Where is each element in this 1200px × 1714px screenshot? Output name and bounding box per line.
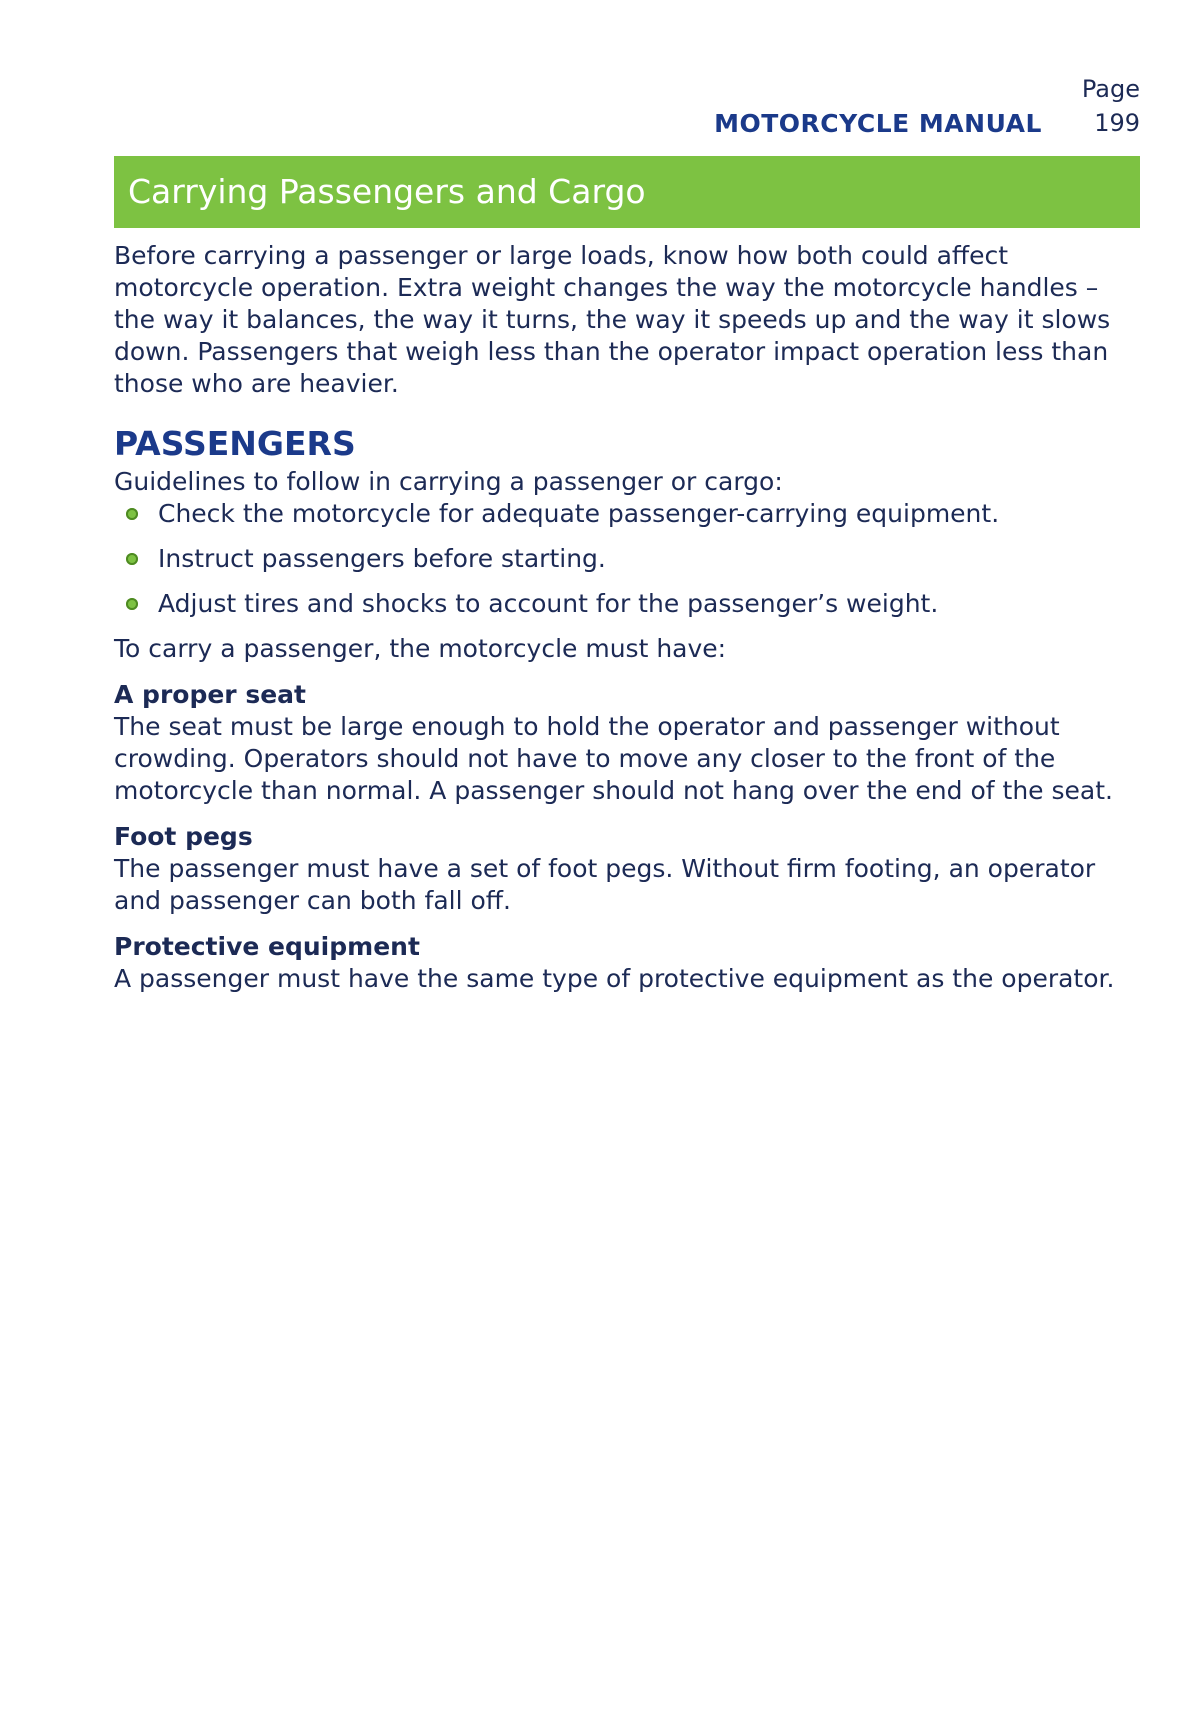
requirement-block [114,821,1144,917]
page-header [714,70,1140,140]
page-number-block [1082,72,1140,140]
requirement-title: A proper seat [114,680,306,709]
manual-title: MOTORCYCLE MANUAL [714,109,1042,138]
list-item [114,543,1144,575]
list-item-text: Instruct passengers before starting. [158,544,606,573]
page-number: 199 [1094,109,1140,137]
requirement-body: The seat must be large enough to hold the operator and passenger without crowding. Operators should not have to move any closer to the front of the motorcycle than normal. A passenger should not hang over the end of the seat. [114,712,1113,805]
intro-paragraph: Before carrying a passenger or large loads, know how both could affect motorcycle operation. Extra weight changes the way the motorcycle handles – the way it balances, the way it turns, the way it speeds up and the way it slows down. Passengers that weigh less than the operator impact operation less than those who are heavier. [114,241,1111,398]
requirement-block [114,931,1144,995]
list-item [114,588,1144,620]
requirement-block [114,679,1144,807]
requirement-title: Protective equipment [114,932,420,961]
list-item-text: Adjust tires and shocks to account for the passenger’s weight. [158,589,939,618]
guidelines-list [114,498,1144,620]
guidelines-lead: Guidelines to follow in carrying a passenger or cargo: [114,467,783,496]
requirement-body: The passenger must have a set of foot pegs. Without firm footing, an operator and passenger can both fall off. [114,854,1096,915]
requirement-body: A passenger must have the same type of protective equipment as the operator. [114,964,1115,993]
section-banner [114,156,1140,228]
page-content [114,240,1144,1009]
bullet-icon [126,553,138,565]
requirements-lead: To carry a passenger, the motorcycle must have: [114,634,727,663]
list-item [114,498,1144,530]
page-label: Page [1081,75,1140,103]
section-title: Carrying Passengers and Cargo [128,172,646,211]
requirement-title: Foot pegs [114,822,253,851]
bullet-icon [126,598,138,610]
passengers-heading: PASSENGERS [114,424,356,463]
list-item-text: Check the motorcycle for adequate passenger-carrying equipment. [158,499,1000,528]
bullet-icon [126,508,138,520]
